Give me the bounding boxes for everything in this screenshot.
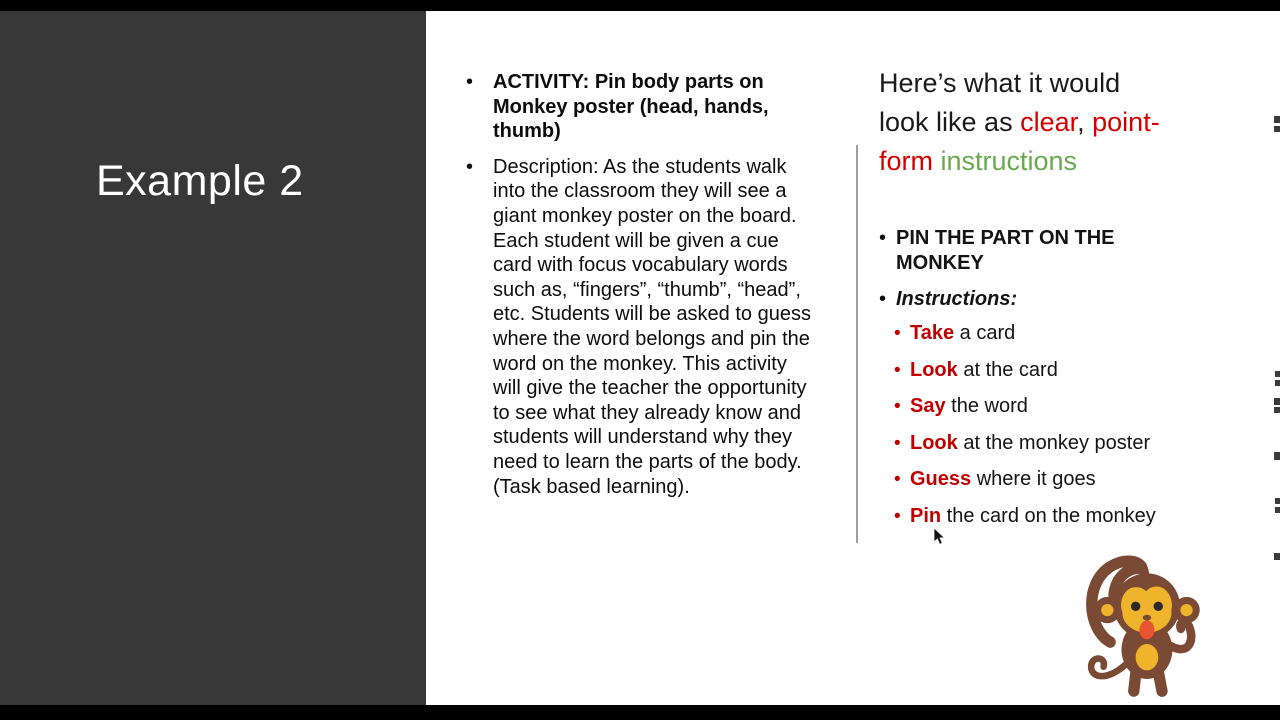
clipped-text-fragment — [1274, 553, 1280, 560]
instruction-step — [894, 505, 1229, 529]
step-text: Say the word — [910, 395, 1028, 417]
instruction-step — [894, 322, 1229, 346]
letterbox-bottom — [0, 705, 1280, 720]
instruction-step — [894, 395, 1229, 419]
step-text: Guess where it goes — [910, 468, 1096, 490]
mouse-cursor-icon — [933, 528, 947, 553]
description-bullet — [466, 155, 858, 499]
instructions-label: Instructions: — [896, 288, 1018, 310]
instruction-step — [894, 432, 1229, 456]
bullet-icon: • — [894, 359, 901, 381]
clipped-text-fragment — [1275, 498, 1280, 504]
heading-line-2: look like as clear, point- — [879, 107, 1160, 137]
instructions-label-bullet — [879, 287, 1229, 312]
step-text: Look at the card — [910, 358, 1058, 381]
slide-title-panel — [0, 11, 426, 705]
bullet-icon: • — [466, 155, 474, 178]
activity-bullet — [466, 70, 858, 144]
heading-line-3: form instructions — [879, 146, 1078, 176]
clipped-text-fragment — [1274, 116, 1280, 123]
slide-title: Example 2 — [96, 157, 304, 205]
step-text: Pin the card on the monkey — [910, 504, 1156, 527]
bullet-icon: • — [894, 469, 901, 490]
clipped-text-fragment — [1274, 452, 1280, 460]
bullet-icon: • — [879, 227, 887, 249]
instruction-step — [894, 359, 1229, 383]
bullet-icon: • — [894, 505, 901, 527]
pin-title: PIN THE PART ON THE MONKEY — [896, 227, 1115, 274]
clipped-text-fragment — [1274, 398, 1280, 405]
letterbox-top — [0, 0, 1280, 11]
step-text: Look at the monkey poster — [910, 431, 1151, 454]
step-text: Take a card — [910, 322, 1016, 344]
activity-description: Description: As the students walk into the classroom they will see a giant monkey poster on the board. Each student will be given a cue card with focus vocabulary words such as, “fingers”, “thumb”, “head”, etc. Students will be asked to guess where the word belongs and pin the word on the monkey. This activity will give the teacher the opportunity to see what they already know and students will understand why they need to learn the parts of the body. (Task based learning). — [493, 155, 811, 498]
bullet-icon: • — [466, 71, 474, 93]
bullet-icon: • — [894, 396, 901, 417]
monkey-illustration-icon — [1080, 549, 1212, 712]
activity-column — [466, 70, 858, 499]
instruction-step — [894, 468, 1229, 492]
instructions-column — [879, 226, 1229, 541]
instructions-heading — [879, 64, 1239, 181]
clipped-text-fragment — [1275, 507, 1280, 513]
clipped-text-fragment — [1274, 407, 1280, 413]
clipped-text-fragment — [1275, 380, 1280, 386]
bullet-icon: • — [894, 432, 901, 454]
pin-title-bullet — [879, 226, 1229, 276]
clipped-text-fragment — [1275, 371, 1280, 377]
bullet-icon: • — [879, 288, 887, 310]
bullet-icon: • — [894, 323, 901, 344]
clipped-text-fragment — [1274, 126, 1280, 132]
instruction-steps — [894, 322, 1229, 528]
heading-line-1: Here’s what it would — [879, 68, 1121, 98]
activity-title: ACTIVITY: Pin body parts on Monkey poster (head, hands, thumb) — [493, 71, 769, 143]
